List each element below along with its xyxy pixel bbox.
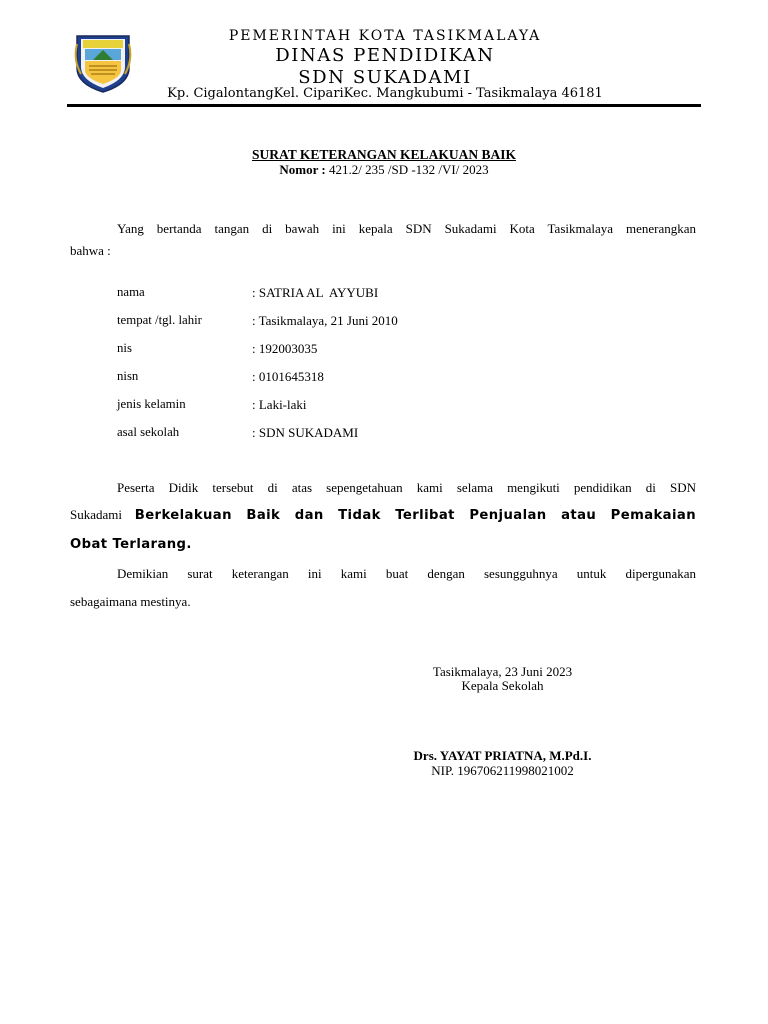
field-label: asal sekolah (117, 425, 180, 439)
field-value: : SDN SUKADAMI (252, 425, 359, 440)
field-value: : 0101645318 (252, 369, 324, 384)
intro-line-2: bahwa : (70, 243, 111, 258)
signature-place-date: Tasikmalaya, 23 Juni 2023 (432, 664, 573, 679)
field-value: : 192003035 (252, 341, 318, 356)
kop-department: DINAS PENDIDIKAN (275, 45, 495, 66)
closing-line-1: Demikian surat keterangan ini kami buat dengan sesungguhnya untuk dipergunakan (117, 566, 696, 581)
statement-line-2 (70, 507, 696, 523)
field-label: nisn (117, 369, 139, 383)
letter-number (67, 162, 701, 178)
statement-bold: Berkelakuan Baik dan Tidak Terlibat Penjualan atau Pemakaian (134, 508, 696, 523)
field-value: : Laki-laki (252, 397, 307, 412)
letter-title: SURAT KETERANGAN KELAKUAN BAIK (252, 147, 516, 162)
field-value: : Tasikmalaya, 21 Juni 2010 (252, 313, 398, 328)
intro-line-1: Yang bertanda tangan di bawah ini kepala SDN Sukadami Kota Tasikmalaya menerangkan (117, 221, 696, 236)
field-value: : SATRIA AL AYYUBI (252, 285, 379, 300)
statement-prefix: Sukadami (70, 507, 135, 522)
signature-position: Kepala Sekolah (461, 678, 544, 693)
field-label: nama (117, 285, 145, 299)
kota-tasikmalaya-emblem-icon (71, 30, 135, 94)
kop-government: PEMERINTAH KOTA TASIKMALAYA (228, 28, 542, 44)
letterhead-divider (67, 104, 701, 107)
kop-school: SDN SUKADAMI (298, 67, 472, 88)
statement-bold-end: Obat Terlarang. (70, 537, 192, 552)
statement-line-1: Peserta Didik tersebut di atas sepengetahuan kami selama mengikuti pendidikan di SDN (117, 480, 696, 495)
signature-name: Drs. YAYAT PRIATNA, M.Pd.I. (413, 748, 592, 763)
field-label: tempat /tgl. lahir (117, 313, 202, 327)
field-label: nis (117, 341, 132, 355)
field-label: jenis kelamin (117, 397, 186, 411)
statement-line-3 (70, 536, 696, 552)
nomor-value: 421.2/ 235 /SD -132 /VI/ 2023 (325, 162, 489, 177)
kop-address: Kp. CigalontangKel. CipariKec. Mangkubumi - Tasikmalaya 46181 (167, 86, 603, 101)
signature-nip: NIP. 196706211998021002 (431, 763, 574, 778)
closing-line-2: sebagaimana mestinya. (70, 594, 191, 609)
nomor-label: Nomor : (279, 162, 326, 177)
